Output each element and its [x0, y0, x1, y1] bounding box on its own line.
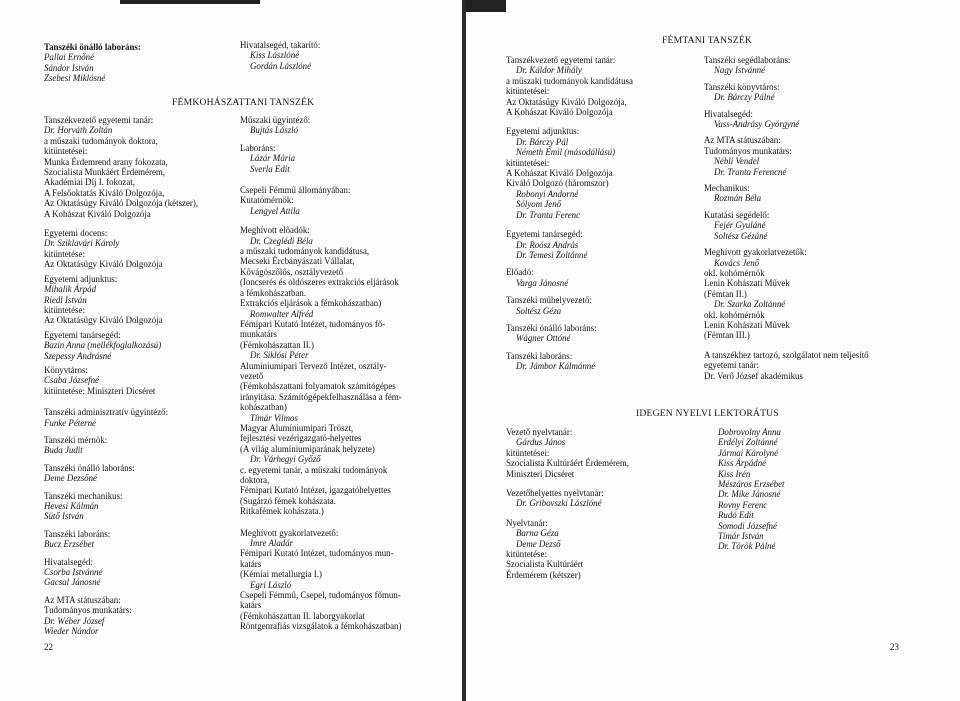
- idegen-nyelvi-heading: IDEGEN NYELVI LEKTORÁTUS: [636, 408, 779, 419]
- text-line: kohászatban): [240, 402, 287, 413]
- text-line: Dr. Verő József akadémikus: [704, 370, 803, 381]
- text-line: Egyetemi adjunktus:: [44, 273, 118, 284]
- text-line: Miniszteri Dicséret: [506, 468, 575, 479]
- text-line: Kovács Jenő: [714, 257, 760, 268]
- text-line: Bujtás László: [250, 125, 299, 136]
- text-line: okl. kohómérnök: [704, 267, 765, 278]
- text-line: Vezető nyelvtanár:: [506, 427, 573, 437]
- text-line: (Sugárzó fémek kohászata.: [240, 495, 336, 506]
- text-line: Előadó:: [506, 267, 534, 278]
- text-line: kitüntetései:: [506, 157, 550, 168]
- text-line: Dr. Mike Jánosné: [718, 489, 781, 500]
- text-line: Szocialista Kultúráért: [506, 559, 584, 570]
- text-line: Dr. Wéber József: [44, 615, 105, 626]
- text-line: Kiss Irén: [718, 468, 751, 479]
- top-right-names: [240, 40, 320, 71]
- text-line: a fémkohászatban.: [240, 287, 307, 298]
- text-line: Deme Dezsőné: [44, 473, 97, 484]
- text-line: Meghívott gyakorlatvezetők:: [704, 247, 807, 258]
- text-line: Wágner Ottóné: [516, 333, 571, 344]
- text-line: Deme Dezső: [516, 538, 561, 549]
- text-line: Dr. Szarka Zoltánné: [714, 299, 786, 310]
- text-line: Tanszékvezető egyetemi tanár:: [506, 55, 616, 65]
- text-line: Buda Judit: [44, 445, 83, 456]
- text-line: Egyetemi tanársegéd:: [44, 329, 121, 340]
- text-line: Dr. Török Pálné: [718, 541, 776, 552]
- text-line: Soltész Géza: [516, 305, 562, 316]
- page-number-left: 22: [44, 642, 53, 652]
- text-line: Tudományos munkatárs:: [704, 145, 792, 156]
- text-line: A tanszékhez tartozó, szolgálatot nem teljesítő: [704, 349, 869, 360]
- text-line: Tanszéki mechanikus:: [44, 490, 123, 501]
- right-column-3: [506, 427, 629, 580]
- right-column-4: [718, 427, 784, 552]
- text-line: Lenin Kohászati Művek: [704, 319, 790, 330]
- text-line: Riedl István: [44, 294, 87, 305]
- text-line: Az Oktatásügy Kiváló Dolgozója (kétszer),: [44, 198, 199, 209]
- text-line: Somodi Józsefné: [718, 520, 777, 531]
- text-line: Gárdus János: [516, 437, 566, 448]
- text-line: Munka Érdemrend arany fokozata,: [44, 156, 168, 167]
- text-line: (Fémkohászattan II.): [240, 339, 314, 350]
- text-line: Németh Emil (másodállású): [516, 147, 616, 158]
- text-line: Csorba Istvánné: [44, 567, 103, 578]
- text-line: kitüntetése: Miniszteri Dicséret: [44, 385, 156, 396]
- text-line: Lázár Mária: [250, 153, 296, 164]
- text-line: Hevesi Kálmán: [44, 501, 99, 511]
- text-line: Jármai Károlyné: [718, 447, 779, 458]
- text-line: fejlesztési vezérigazgató-helyettes: [240, 433, 362, 444]
- text-line: Sólyom Jenő: [516, 199, 562, 210]
- text-line: Hivatalsegéd:: [44, 556, 93, 567]
- text-line: Erdélyi Zoltánné: [718, 437, 778, 448]
- text-line: (Fémkohászattani folyamatok számítógépes: [240, 381, 396, 392]
- text-line: A Kohászat Kiváló Dolgozója: [506, 168, 613, 179]
- text-line: Tímár Vilmos: [250, 412, 298, 423]
- text-line: Zsebesi Miklósné: [44, 73, 106, 84]
- text-line: Dobrovolny Anna: [718, 427, 781, 437]
- text-line: Tudományos munkatárs:: [44, 605, 132, 616]
- text-line: Funke Péterné: [44, 417, 96, 428]
- text-line: Egyetemi tanársegéd:: [506, 229, 583, 240]
- left-column-2: [240, 115, 402, 632]
- text-line: Kiss Árpádné: [718, 458, 767, 469]
- text-line: Vezetőhelyettes nyelvtanár:: [506, 488, 604, 499]
- text-line: Dr. Bárczy Pálné: [714, 92, 775, 103]
- text-line: Szepessy Andrásné: [44, 350, 112, 361]
- text-line: Egri László: [250, 579, 292, 590]
- text-line: Nébli Vendel: [714, 156, 760, 167]
- text-line: Az Oktatásügy Kiváló Dolgozója: [44, 259, 163, 270]
- text-line: A Kohászat Kiváló Dolgozója: [506, 107, 613, 118]
- text-line: Barna Géza: [516, 528, 559, 539]
- text-line: (Fémtan II.): [704, 288, 747, 299]
- text-line: vezető: [240, 370, 264, 381]
- text-line: kitüntetései:: [506, 86, 550, 97]
- text-line: Dr. Káldor Mihály: [516, 65, 582, 76]
- text-line: Sándor István: [44, 62, 94, 73]
- text-line: Tanszéki laboráns:: [44, 528, 111, 539]
- text-line: Kutatási segédelő:: [704, 209, 770, 220]
- text-line: Dr. Bárczy Pál: [516, 136, 569, 147]
- text-line: Wieder Nándor: [44, 626, 99, 637]
- text-line: Kiss Lászlóné: [250, 50, 300, 61]
- text-line: Tanszéki önálló laboráns:: [44, 462, 135, 473]
- text-line: a műszaki tudományok doktora,: [44, 135, 158, 146]
- text-line: Mészáros Erzsébet: [718, 479, 785, 490]
- text-line: Vass-Andrásy Györgyné: [714, 119, 800, 130]
- text-line: Szocialista Kultúráért Érdemérem,: [506, 458, 629, 469]
- text-line: Röntgenrafiás vizsgálatok a fémkohászatban): [240, 621, 402, 632]
- text-line: Kutatómérnök:: [240, 195, 294, 206]
- text-line: Tímár István: [718, 531, 764, 542]
- text-line: Hivatalsegéd:: [704, 108, 753, 119]
- text-line: Műszaki ügyintéző:: [240, 115, 311, 125]
- right-page: [466, 0, 960, 701]
- text-line: Magyar Alumíniumipari Tröszt,: [240, 422, 354, 433]
- text-line: Dr. Sziklavári Károly: [44, 238, 120, 249]
- text-line: Tanszékvezető egyetemi tanár:: [44, 115, 154, 125]
- text-line: kitüntetése:: [506, 549, 547, 560]
- text-line: Robonyi Andorné: [516, 188, 579, 199]
- text-line: Meghívott előadók:: [240, 225, 310, 236]
- text-line: Nagy Istvánné: [714, 65, 766, 76]
- text-line: Az MTA státuszában:: [44, 594, 121, 605]
- text-line: Mechanikus:: [704, 183, 750, 194]
- text-line: Tanszéki laboráns:: [506, 350, 573, 361]
- text-line: Érdemérem (kétszer): [506, 569, 581, 580]
- text-line: Az Oktatásügy Kiváló Dolgozója,: [506, 96, 627, 107]
- text-line: Tanszéki önálló laboráns:: [44, 42, 141, 52]
- text-line: Akadémiai Díj I. fokozat,: [44, 177, 135, 188]
- text-line: Extrakciós eljárások a fémkohászatban): [240, 298, 382, 309]
- text-line: Az MTA státuszában:: [704, 135, 781, 146]
- text-line: Gacsal Jánosné: [44, 577, 101, 588]
- text-line: Mihalik Árpád: [44, 284, 97, 295]
- text-line: kitüntetése:: [44, 248, 85, 259]
- text-line: katárs: [240, 558, 262, 569]
- text-line: Szocialista Munkáért Érdemérem,: [44, 167, 165, 178]
- text-line: Csaba Józsefné: [44, 375, 99, 386]
- right-column-2: [704, 55, 869, 381]
- page-number-right: 23: [890, 642, 899, 652]
- text-line: Fémipari Kutató Intézet, tudományos fő-: [240, 318, 386, 329]
- text-line: Lenin Kohászati Művek: [704, 278, 790, 289]
- text-line: Fémipari Kutató Intézet, igazgatóhelyettes: [240, 485, 391, 496]
- text-line: Dr. Jámbor Kálmánné: [516, 361, 596, 372]
- text-line: Sütő István: [44, 511, 84, 522]
- text-line: Pallai Ernőné: [44, 52, 95, 63]
- text-line: Gordán Lászlóné: [250, 60, 312, 71]
- text-line: Tanszéki segédlaboráns:: [704, 55, 791, 65]
- text-line: Kővágószőlős, osztályvezető: [240, 266, 344, 277]
- text-line: Ritkafémek kohászata.): [240, 506, 324, 517]
- left-page: [0, 0, 463, 701]
- text-line: Romwalter Alfréd: [250, 308, 314, 319]
- text-line: egyetemi tanár:: [704, 360, 759, 371]
- text-line: Rudó Edit: [718, 510, 754, 521]
- text-line: Fémipari Kutató Intézet, tudományos mun-: [240, 548, 394, 559]
- text-line: munkatárs: [240, 329, 277, 340]
- text-line: Bucz Erzsébet: [44, 539, 95, 550]
- text-line: Rozmán Béla: [714, 193, 762, 204]
- right-column-1: [506, 55, 633, 372]
- text-line: a műszaki tudományok kandidátusa: [506, 75, 633, 86]
- scan-edge-mark: [466, 0, 506, 12]
- text-line: Egyetemi docens:: [44, 228, 108, 239]
- text-line: Tanszéki önálló laboráns:: [506, 322, 597, 333]
- text-line: Tanszéki adminisztratív ügyintéző:: [44, 407, 169, 418]
- text-line: doktora,: [240, 475, 270, 485]
- text-line: Dr. Tranta Ferencné: [714, 166, 787, 177]
- femtani-heading: FÉMTANI TANSZÉK: [662, 35, 753, 46]
- text-line: Tanszéki könyvtáros:: [704, 81, 780, 92]
- text-line: Könyvtáros:: [44, 364, 88, 375]
- text-line: c. egyetemi tanár, a műszaki tudományok: [240, 464, 388, 475]
- text-line: Fejér Gyuláné: [714, 220, 766, 231]
- text-line: Hivatalsegéd, takarító:: [240, 40, 321, 50]
- text-line: Alumíniumipari Tervező Intézet, osztály-: [240, 360, 387, 371]
- scan-edge-mark: [120, 0, 260, 4]
- text-line: (Kémiai metallurgia I.): [240, 569, 322, 580]
- text-line: Soltész Gézáné: [714, 230, 768, 241]
- text-line: (Fémtan III.): [704, 330, 750, 341]
- text-line: Rovny Ferenc: [718, 499, 768, 510]
- text-line: Egyetemi adjunktus:: [506, 126, 580, 137]
- text-line: Dr. Temesi Zoltánné: [516, 249, 588, 260]
- text-line: Varga Jánosné: [516, 277, 569, 288]
- text-line: Dr. Várhegyi Győző: [250, 454, 321, 465]
- text-line: Kiváló Dolgozó (háromszor): [506, 178, 609, 189]
- text-line: Lengyel Attila: [250, 205, 300, 216]
- text-line: irányítása. Számítógépekfelhasználása a fém-: [240, 391, 402, 402]
- text-line: Dr. Gribovszki Lászlóné: [516, 498, 602, 509]
- text-line: A Kohászat Kiváló Dolgozója: [44, 208, 151, 219]
- text-line: Dr. Horváth Zoltán: [44, 125, 113, 136]
- text-line: Bazin Anna (mellékfoglalkozású): [44, 340, 162, 351]
- text-line: Imre Aladár: [250, 538, 294, 549]
- text-line: okl. kohómérnök: [704, 309, 765, 320]
- text-line: Csepeli Fémmű állományában:: [240, 185, 351, 196]
- text-line: Dr. Tranta Ferenc: [516, 209, 581, 220]
- text-line: Dr. Roósz András: [516, 239, 579, 250]
- text-line: Laboráns:: [240, 142, 276, 153]
- text-line: Dr. Siklósi Péter: [250, 350, 309, 361]
- text-line: A Felsőoktatás Kiváló Dolgozója,: [44, 187, 165, 198]
- text-line: Mecseki Ércbányászati Vállalat,: [240, 256, 355, 267]
- left-column-1: [44, 115, 198, 636]
- text-line: Csepeli Fémmű, Csepel, tudományos főmun-: [240, 590, 401, 601]
- fem-kohaszattani-heading: FÉMKOHÁSZATTANI TANSZÉK: [172, 97, 315, 108]
- text-line: kitüntetése:: [44, 304, 85, 315]
- text-line: kitüntetései:: [506, 447, 550, 458]
- text-line: (A világ alumíniumiparának helyzete): [240, 443, 375, 454]
- text-line: Nyelvtanár:: [506, 517, 548, 528]
- text-line: Dr. Czeglédi Béla: [250, 235, 313, 246]
- text-line: kitüntetései:: [44, 146, 88, 157]
- text-line: (Ioncserés és oldószeres extrakciós eljárások: [240, 277, 399, 288]
- text-line: a műszaki tudományok kandidátusa,: [240, 246, 370, 257]
- text-line: Az Oktatásügy Kiváló Dolgozója: [44, 315, 163, 326]
- text-line: Meghívott gyakorlatvezető:: [240, 527, 339, 538]
- text-line: Tanszéki műhelyvezető:: [506, 295, 592, 306]
- text-line: Sverla Edit: [250, 163, 290, 174]
- text-line: katárs: [240, 600, 262, 611]
- text-line: (Fémkohászattan II. laborgyakorlat: [240, 610, 365, 621]
- top-left-names: [44, 42, 141, 84]
- text-line: Tanszéki mérnök:: [44, 434, 108, 445]
